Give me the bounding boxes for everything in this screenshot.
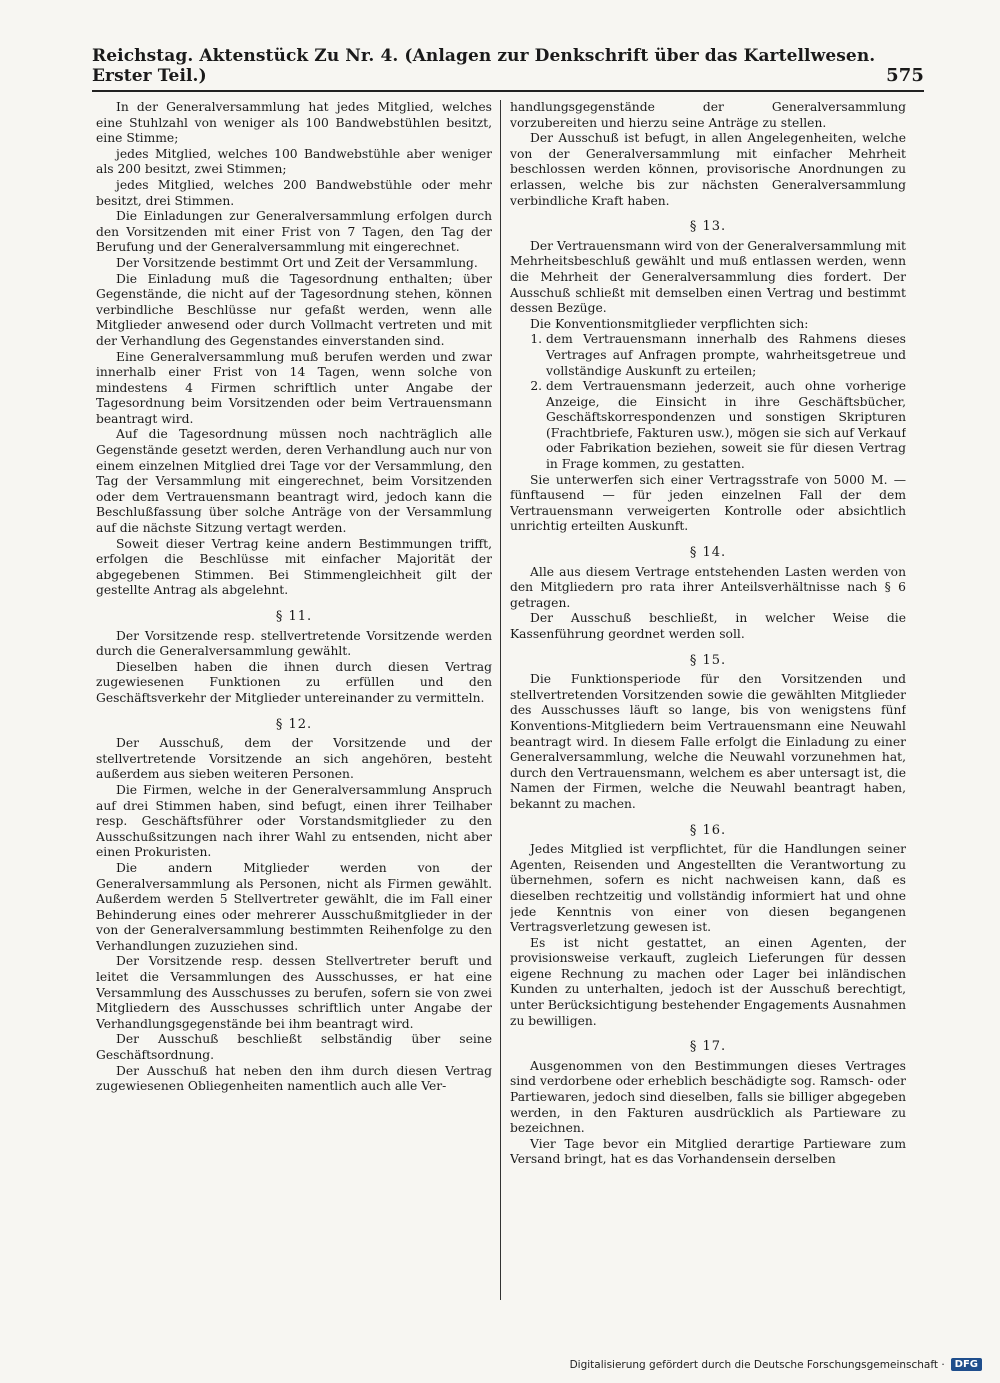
section-heading-16: § 16. [689, 822, 727, 838]
paragraph: Der Ausschuß ist befugt, in allen Angelegenheiten, welche von der Generalversammlung mit einfacher Mehrheit beschlossen werden können, provisorische Anordnungen zu erlassen, welche bis zur nächsten Generalversammlung verbindliche Kraft haben. [510, 131, 906, 208]
section-heading-11: § 11. [275, 609, 313, 624]
list-item: 1. dem Vertrauensmann innerhalb des Rahmens dieses Vertrages auf Anfragen prompte, wahrheitsgetreue und vollständige Auskunft zu erteilen; [546, 332, 906, 379]
digitization-credit [570, 1358, 982, 1371]
section-heading-14: § 14. [689, 545, 727, 561]
list-item: 2. dem Vertrauensmann jederzeit, auch ohne vorherige Anzeige, die Einsicht in ihre Geschäftsbücher, Geschäftskorrespondenzen und sonstigen Skripturen (Frachtbriefe, Fakturen usw.), mögen sie sich auf Verkauf oder Fabrikation beziehen, soweit sie für diesen Vertrag in Frage kommen, zu gestatten. [546, 379, 906, 473]
paragraph: Die andern Mitglieder werden von der Generalversammlung als Personen, nicht als Firmen gewählt. Außerdem werden 5 Stellvertreter gewählt, die im Fall einer Behinderung eines oder mehrerer Ausschußmitglieder in der von der Generalversammlung bestimmten Reihenfolge zu den Verhandlungen zuzuziehen sind. [96, 860, 492, 953]
obligations-list [510, 332, 906, 472]
paragraph: Die Konventionsmitglieder verpflichten sich: [530, 316, 809, 331]
dfg-logo: DFG [951, 1358, 982, 1371]
page-number: 575 [886, 65, 924, 86]
paragraph: Der Vertrauensmann wird von der Generalversammlung mit Mehrheitsbeschluß gewählt und muß entlassen werden, wenn die Mehrheit der Generalversammlung dies fordert. Der Ausschuß schließt mit demselben einen Vertrag und bestimmt dessen Bezüge. [510, 238, 906, 316]
paragraph: handlungsgegenstände der Generalversammlung vorzubereiten und hierzu seine Anträge zu stellen. [510, 100, 906, 130]
paragraph: In der Generalversammlung hat jedes Mitglied, welches eine Stuhlzahl von weniger als 100 Bandwebstühlen besitzt, eine Stimme; [96, 100, 492, 146]
paragraph: jedes Mitglied, welches 100 Bandwebstühle aber weniger als 200 besitzt, zwei Stimmen; [96, 146, 492, 177]
running-title: Reichstag. Aktenstück Zu Nr. 4. (Anlagen zur Denkschrift über das Kartellwesen. Erster Teil.) [92, 46, 876, 86]
paragraph: Vier Tage bevor ein Mitglied derartige Partieware zum Versand bringt, hat es das Vorhandensein derselben [510, 1136, 906, 1167]
credit-text: Digitalisierung gefördert durch die Deutsche Forschungsgemeinschaft · [569, 1358, 945, 1371]
paragraph: Sie unterwerfen sich einer Vertragsstrafe von 5000 M. — fünftausend — für jeden einzelnen Fall der dem Vertrauensmann verweigerten Kontrolle oder absichtlich unrichtig erteilten Auskunft. [510, 472, 906, 534]
column-divider [500, 100, 501, 1300]
left-column [96, 100, 492, 1300]
paragraph: Ausgenommen von den Bestimmungen dieses Vertrages sind verdorbene oder erheblich beschädigte sog. Ramsch- oder Partiewaren, jedoch sind dieselben, falls sie billiger abgegeben werden, in den Fakturen ausdrücklich als Partieware zu bezeichnen. [510, 1058, 906, 1136]
section-heading-12: § 12. [275, 716, 313, 732]
paragraph: Die Einladung muß die Tagesordnung enthalten; über Gegenstände, die nicht auf der Tagesordnung stehen, können verbindliche Beschlüsse nur gefaßt werden, wenn alle Mitglieder anwesend oder durch Vollmacht vertreten und mit der Verhandlung des Gegenstandes einverstanden sind. [96, 271, 492, 348]
paragraph: Auf die Tagesordnung müssen noch nachträglich alle Gegenstände gesetzt werden, deren Verhandlung auch nur von einem einzelnen Mitglied drei Tage vor der Versammlung, den Tag der Versammlung mit eingerechnet, beim Vorsitzenden oder dem Vertrauensmann beantragt wird, jedoch kann die Beschlußfassung über solche Anträge von der Versammlung auf die nächste Sitzung vertagt werden. [96, 427, 492, 536]
paragraph: Der Ausschuß beschließt selbständig über seine Geschäftsordnung. [96, 1032, 492, 1063]
paragraph: Der Vorsitzende bestimmt Ort und Zeit der Versammlung. [116, 255, 478, 270]
section-heading-13: § 13. [689, 219, 727, 235]
paragraph: Soweit dieser Vertrag keine andern Bestimmungen trifft, erfolgen die Beschlüsse mit einfacher Majorität der abgegebenen Stimmen. Bei Stimmengleichheit gilt der gestellte Antrag als abgelehnt. [96, 536, 492, 598]
paragraph: Die Funktionsperiode für den Vorsitzenden und stellvertretenden Vorsitzenden sowie die gewählten Mitglieder des Ausschusses läuft so lange, bis von wenigstens fünf Konventions-Mitgliedern beim Vertrauensmann eine Neuwahl beantragt wird. In diesem Falle erfolgt die Einladung zu einer Generalversammlung, welche die Neuwahl vorzunehmen hat, durch den Vertrauensmann, welchem es aber untersagt ist, die Namen der Firmen, welche die Neuwahl beantragt haben, bekannt zu machen. [510, 672, 906, 811]
paragraph: Der Ausschuß beschließt, in welcher Weise die Kassenführung geordnet werden soll. [510, 611, 906, 641]
page-header [92, 46, 924, 92]
paragraph: jedes Mitglied, welches 200 Bandwebstühle oder mehr besitzt, drei Stimmen. [96, 177, 492, 208]
paragraph: Jedes Mitglied ist verpflichtet, für die Handlungen seiner Agenten, Reisenden und Angestellten die Verantwortung zu übernehmen, sofern es nicht nachweisen kann, daß es dieselben rechtzeitig und vollständig informiert hat und ohne jede Kenntnis von einer von diesen begangenen Vertragsverletzung gewesen ist. [510, 842, 906, 935]
paragraph: Die Einladungen zur Generalversammlung erfolgen durch den Vorsitzenden mit einer Frist von 7 Tagen, den Tag der Berufung und der Generalversammlung mit eingerechnet. [96, 209, 492, 255]
paragraph: Alle aus diesem Vertrage entstehenden Lasten werden von den Mitgliedern pro rata ihrer Anteilsverhältnisse nach § 6 getragen. [510, 564, 906, 610]
paragraph: Dieselben haben die ihnen durch diesen Vertrag zugewiesenen Funktionen zu erfüllen und den Geschäftsverkehr der Mitglieder untereinander zu vermitteln. [96, 659, 492, 705]
paragraph: Der Ausschuß, dem der Vorsitzende und der stellvertretende Vorsitzende an sich angehören, besteht außerdem aus sieben weiteren Personen. [96, 736, 492, 782]
paragraph: Der Ausschuß hat neben den ihm durch diesen Vertrag zugewiesenen Obliegenheiten namentlich auch alle Ver- [96, 1063, 492, 1094]
paragraph: Eine Generalversammlung muß berufen werden und zwar innerhalb einer Frist von 14 Tagen, wenn solche von mindestens 4 Firmen schriftlich unter Angabe der Tagesordnung beim Vorsitzenden oder beim Vertrauensmann beantragt wird. [96, 349, 492, 426]
section-heading-17: § 17. [689, 1039, 727, 1055]
paragraph: Die Firmen, welche in der Generalversammlung Anspruch auf drei Stimmen haben, sind befugt, einen ihrer Teilhaber resp. Geschäftsführer oder Vorstandsmitglieder zu den Ausschußsitzungen nach ihrer Wahl zu entsenden, nicht aber einen Prokuristen. [96, 782, 492, 860]
paragraph: Der Vorsitzende resp. dessen Stellvertreter beruft und leitet die Versammlungen des Ausschusses, er hat eine Versammlung des Ausschusses zu berufen, sofern sie von zwei Mitgliedern des Ausschusses schriftlich unter Angabe der Verhandlungsgegenstände bei ihm beantragt wird. [96, 954, 492, 1031]
section-heading-15: § 15. [689, 652, 727, 668]
paragraph: Es ist nicht gestattet, an einen Agenten, der provisionsweise verkauft, zugleich Lieferungen für dessen eigene Rechnung zu machen oder Lager bei inländischen Kunden zu unterhalten, jedoch ist der Ausschuß berechtigt, unter Berücksichtigung bestehender Engagements Ausnahmen zu bewilligen. [510, 935, 906, 1028]
paragraph: Der Vorsitzende resp. stellvertretende Vorsitzende werden durch die Generalversammlung gewählt. [96, 628, 492, 659]
right-column [510, 100, 906, 1300]
